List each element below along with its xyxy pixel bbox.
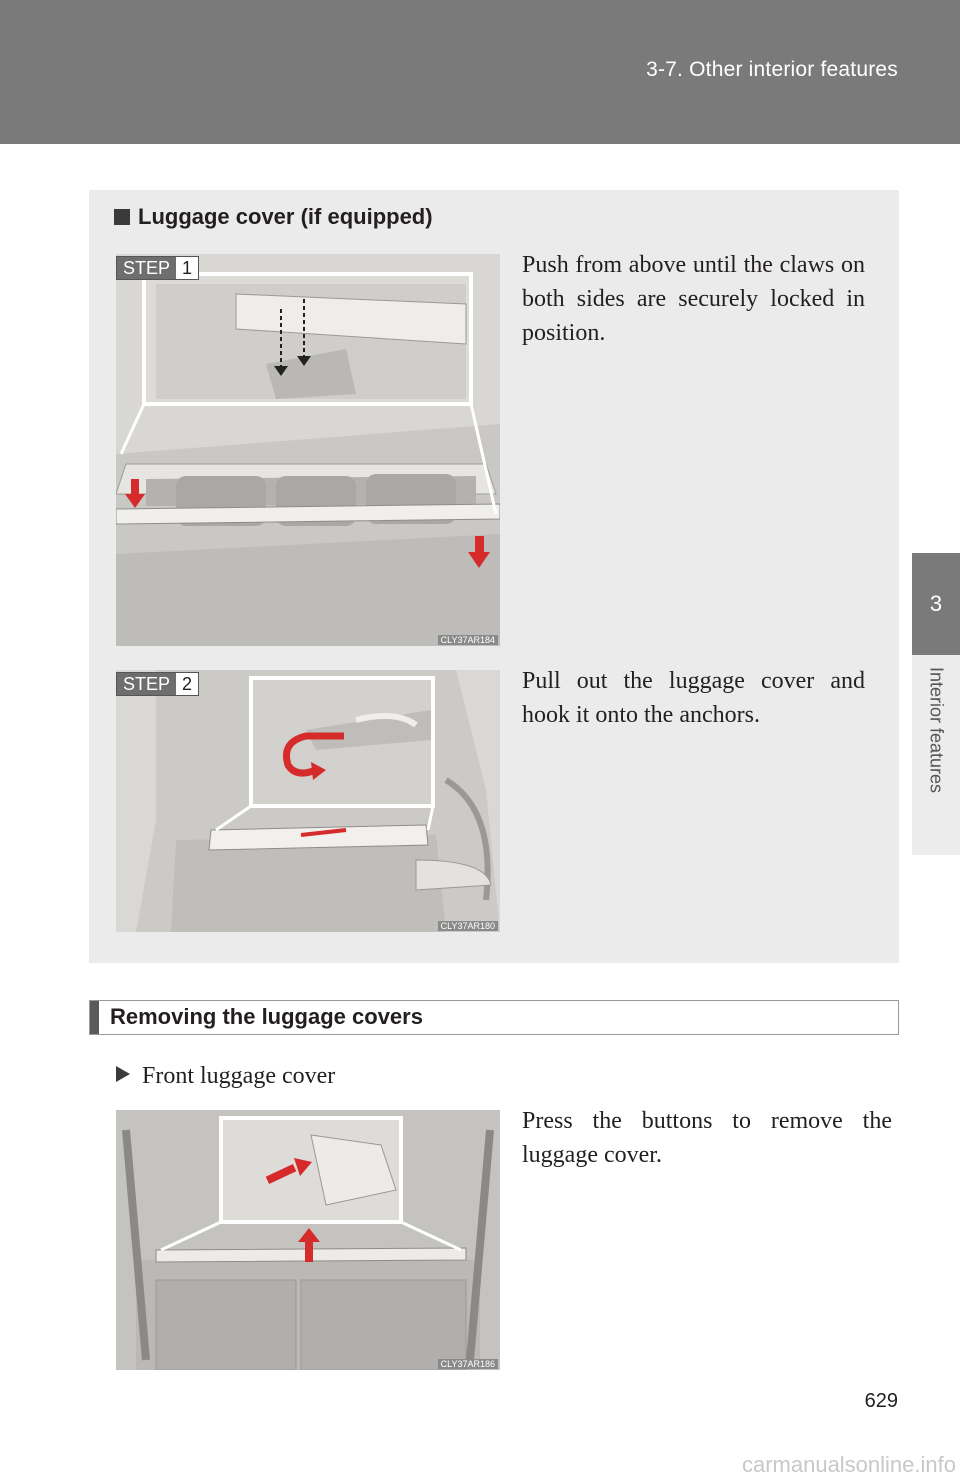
section-header-title: 3-7. Other interior features	[646, 58, 898, 81]
step-2-illustration	[116, 670, 500, 932]
square-bullet-icon	[114, 209, 130, 225]
step-1-illustration-svg	[116, 254, 500, 646]
front-cover-text: Press the buttons to remove the luggage cover.	[522, 1108, 892, 1168]
step-2-illustration-svg	[116, 670, 500, 932]
front-cover-figure-code: CLY37AR186	[438, 1359, 498, 1369]
front-cover-illustration-svg	[116, 1110, 500, 1370]
step-1-figure-code: CLY37AR184	[438, 635, 498, 645]
step-2-number: 2	[182, 673, 193, 694]
step-2-badge	[116, 672, 199, 696]
triangle-bullet-icon	[116, 1066, 130, 1082]
step-1-label: STEP	[117, 257, 176, 279]
front-cover-bullet-text: Front luggage cover	[142, 1063, 336, 1089]
step-1-number: 1	[182, 257, 193, 278]
step-1-badge	[116, 256, 199, 280]
page-number: 629	[864, 1390, 898, 1412]
panel-title	[114, 204, 433, 230]
section-heading-text: Removing the luggage covers	[110, 1004, 423, 1029]
panel-title-text: Luggage cover (if equipped)	[138, 204, 433, 229]
chapter-tab-number[interactable]: 3	[912, 553, 960, 655]
section-heading-bar	[90, 1001, 99, 1034]
section-heading	[89, 1000, 899, 1035]
step-1-text: Push from above until the claws on both sides are securely locked in position.	[522, 252, 865, 346]
chapter-tab-label[interactable]	[912, 655, 960, 855]
step-1-illustration	[116, 254, 500, 646]
chapter-tab-label-text: Interior features	[926, 667, 947, 794]
front-cover-illustration	[116, 1110, 500, 1370]
step-2-text: Pull out the luggage cover and hook it onto the anchors.	[522, 668, 865, 728]
front-cover-bullet	[116, 1063, 335, 1090]
step-2-label: STEP	[117, 673, 176, 695]
site-watermark: carmanualsonline.info	[741, 1452, 956, 1477]
step-2-figure-code: CLY37AR180	[438, 921, 498, 931]
